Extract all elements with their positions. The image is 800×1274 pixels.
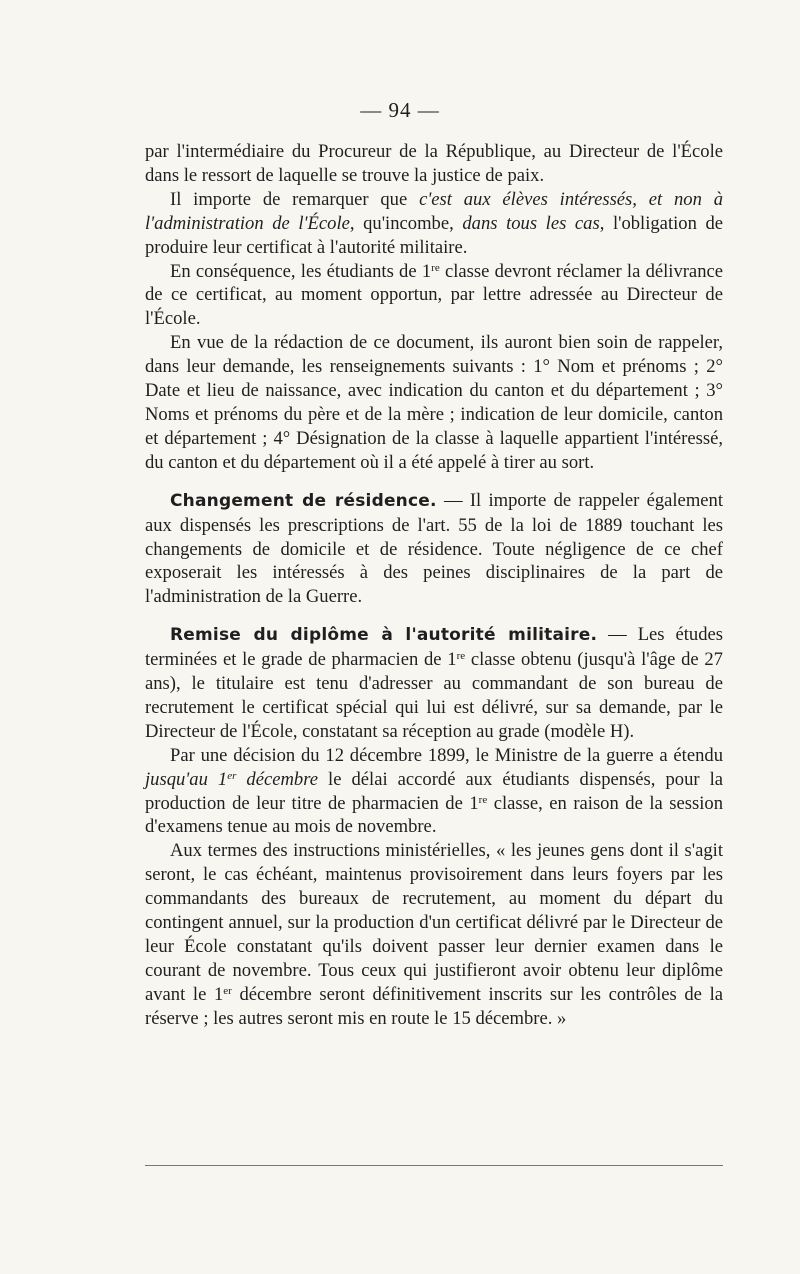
text-run: , l'obligation de produire leur certificat à l'autorité militaire. bbox=[145, 212, 724, 258]
paragraph-4: En vue de la rédaction de ce document, ils auront bien soin de rappeler, dans leur demande, les renseignements suivants : 1° Nom et prénoms ; 2° Date et lieu de naissance, avec indication du canton et du département ; 3° Noms et prénoms du père et de la mère ; indication de leur domicile, canton et département ; 4° Désignation de la classe à laquelle appartient l'intéressé, du canton et du département où il a été appelé à tirer au sort. bbox=[145, 332, 723, 473]
text-run: jusqu'au 1 bbox=[145, 768, 228, 790]
text-run: En conséquence, les étudiants de 1 bbox=[170, 260, 432, 282]
text-run: Il importe de remarquer que bbox=[170, 188, 420, 210]
text-run: classe, en raison de la session d'examens tenue au mois de novembre. bbox=[145, 792, 723, 838]
text-run: — Il importe de rappeler également aux dispensés les prescriptions de l'art. 55 de la loi de 1889 touchant les changements de domicile et de résidence. Toute négligence de ce chef exposerait les intéressés à des peines disciplinaires de la part de l'administration de la Guerre. bbox=[145, 489, 723, 608]
paragraph-6 bbox=[145, 623, 723, 744]
superscript: re bbox=[478, 793, 488, 806]
paragraph-1: par l'intermédiaire du Procureur de la République, au Directeur de l'École dans le ressort de laquelle se trouve la justice de paix. bbox=[145, 141, 723, 186]
text-run: classe devront réclamer la délivrance de ce certificat, au moment opportun, par lettre adressée au Directeur de l'École. bbox=[145, 260, 723, 330]
superscript: re bbox=[431, 261, 440, 274]
text-run: décembre bbox=[236, 768, 318, 790]
italic-run bbox=[145, 769, 318, 790]
text-run: Aux termes des instructions ministérielles, « les jeunes gens dont il s'agit seront, le cas échéant, maintenus provisoirement dans leurs foyers par les commandants des bureaux de recrutement, au moment du départ du contingent annuel, sur la production d'un certificat délivré par le Directeur de leur École constatant qu'ils doivent passer leur dernier examen dans le courant de novembre. Tous ceux qui justifieront avoir obtenu leur diplôme avant le 1 bbox=[145, 840, 723, 1005]
italic-run: c'est aux élèves intéressés, et non à l'administration de l'École bbox=[145, 188, 723, 234]
superscript: er bbox=[227, 769, 237, 782]
page-number: — 94 — bbox=[360, 98, 440, 122]
section-heading: Remise du diplôme à l'autorité militaire. bbox=[170, 625, 598, 646]
paragraph-2 bbox=[145, 188, 723, 260]
text-run: — Les études terminées et le grade de pharmacien de 1 bbox=[145, 624, 724, 671]
text-run: décembre seront définitivement inscrits sur les contrôles de la réserve ; les autres seront mis en route le 15 décembre. » bbox=[145, 983, 723, 1029]
paragraph-5 bbox=[145, 489, 723, 610]
paragraph-8 bbox=[145, 839, 723, 1030]
body-text bbox=[145, 140, 723, 1031]
superscript: re bbox=[456, 650, 466, 663]
bottom-rule bbox=[145, 1165, 723, 1166]
italic-run: dans tous les cas bbox=[462, 212, 600, 234]
paragraph-3 bbox=[145, 260, 723, 332]
superscript: er bbox=[223, 984, 232, 997]
text-run: le délai accordé aux étudiants dispensés, pour la production de leur titre de pharmacien de 1 bbox=[145, 768, 724, 814]
section-heading: Changement de résidence. bbox=[170, 490, 437, 511]
text-run: classe obtenu (jusqu'à l'âge de 27 ans), le titulaire est tenu d'adresser au commandant de son bureau de recrutement le certificat spécial qui lui est délivré, sur sa demande, par le Directeur de l'École, constatant sa réception au grade (modèle H). bbox=[145, 649, 723, 742]
paragraph-7 bbox=[145, 744, 723, 840]
text-run: , qu'incombe, bbox=[349, 212, 463, 234]
text-run: Par une décision du 12 décembre 1899, le Ministre de la guerre a étendu bbox=[170, 744, 723, 766]
